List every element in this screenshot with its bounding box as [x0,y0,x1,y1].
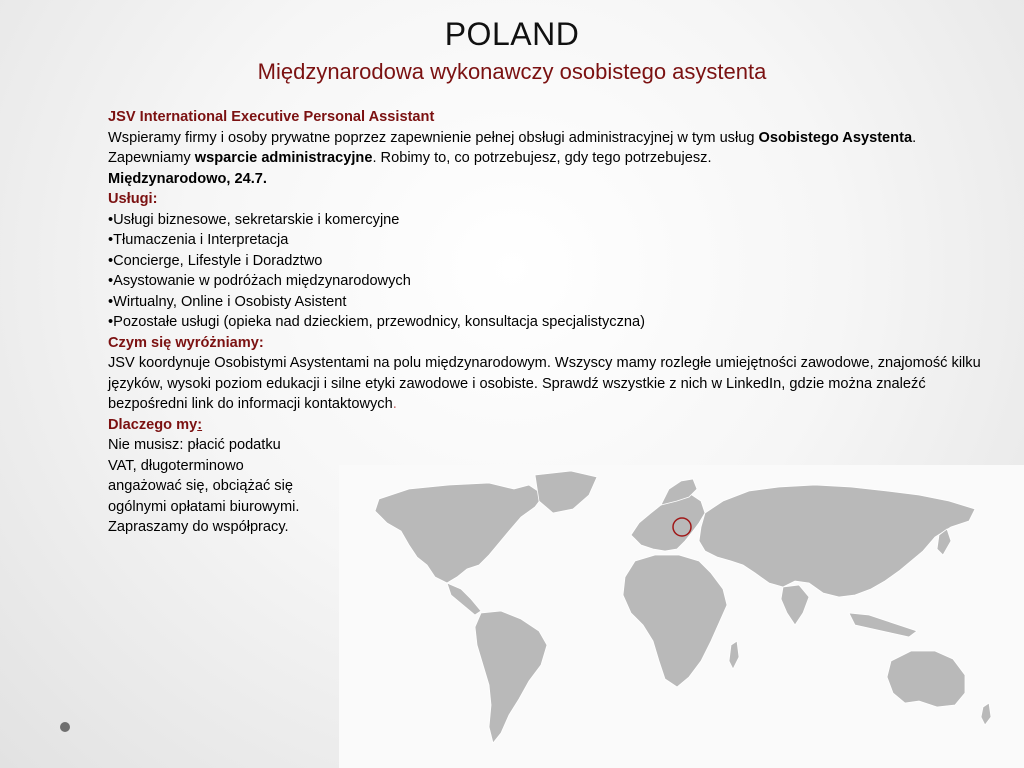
australia-shape [887,651,965,707]
slide-title: POLAND [444,16,580,52]
availability: Międzynarodowo, 24.7. [108,170,267,187]
world-map-svg [339,465,1024,768]
why-line: Zapraszamy do współpracy. [108,519,289,535]
asia-shape [699,485,975,597]
distinct-text: JSV koordynuje Osobistymi Asystentami na polu międzynarodowym. Wszyscy mamy rozległe umiejętności zawodowe, znajomość kilku języków, wysoki poziom edukacji i silne etyki zawodowe i osobiste. Sprawdź wszystkie z nich w LinkedIn, gdzie można znaleźć bezpośredni link do informacji kontaktowych [108,355,981,412]
service-item: • Concierge, Lifestyle i Doradztwo [108,251,993,272]
service-item: • Usługi biznesowe, sekretarskie i komercyjne [108,210,993,231]
support-end: . Robimy to, co potrzebujesz, gdy tego potrzebujesz. [372,150,712,166]
service-item: • Asystowanie w podróżach międzynarodowych [108,271,993,292]
new-zealand-shape [981,703,991,725]
intro-text: Wspieramy firmy i osoby prywatne poprzez zapewnienie pełnej obsługi administracyjnej w tym usług [108,129,759,146]
india-shape [781,585,809,625]
why-line: angażować się, obciążać się [108,478,293,494]
distinct-paragraph [108,353,993,415]
greenland-shape [535,471,597,513]
africa-shape [623,555,727,687]
why-line: Nie musisz: płacić podatku [108,437,281,453]
why-heading [108,415,993,436]
south-america-shape [475,611,547,743]
why-heading-text: Dlaczego my [108,416,198,433]
company-name: JSV International Executive Personal Assistant [108,109,435,125]
services-heading: Usługi: [108,191,158,207]
distinct-heading: Czym się wyróżniamy: [108,334,264,351]
support-bold: wsparcie administracyjne [194,150,373,166]
service-item: • Tłumaczenia i Interpretacja [108,230,993,251]
central-america-shape [447,583,481,615]
distinct-end: . [392,396,397,412]
southeast-asia-shape [849,613,917,637]
why-heading-colon: : [197,416,203,433]
support-paragraph [108,148,993,169]
madagascar-shape [729,641,739,669]
intro-bold: Osobistego Asystenta [758,129,913,146]
intro-end: . [912,129,917,146]
why-line: ogólnymi opłatami biurowymi. [108,498,300,515]
intro-paragraph [108,128,993,149]
service-item: • Pozostałe usługi (opieka nad dzieckiem, przewodnicy, konsultacja specjalistyczna) [108,312,993,333]
world-map [339,465,1024,768]
support-text: Zapewniamy [108,150,195,166]
slide-bullet-dot [60,722,70,732]
service-item: • Wirtualny, Online i Osobisty Asistent [108,292,993,313]
why-line: VAT, długoterminowo [108,457,244,474]
continents [375,471,991,743]
services-list [108,210,993,333]
north-america-shape [375,483,544,583]
why-text [108,435,340,538]
slide-subtitle: Międzynarodowa wykonawczy osobistego asystenta [257,59,767,84]
